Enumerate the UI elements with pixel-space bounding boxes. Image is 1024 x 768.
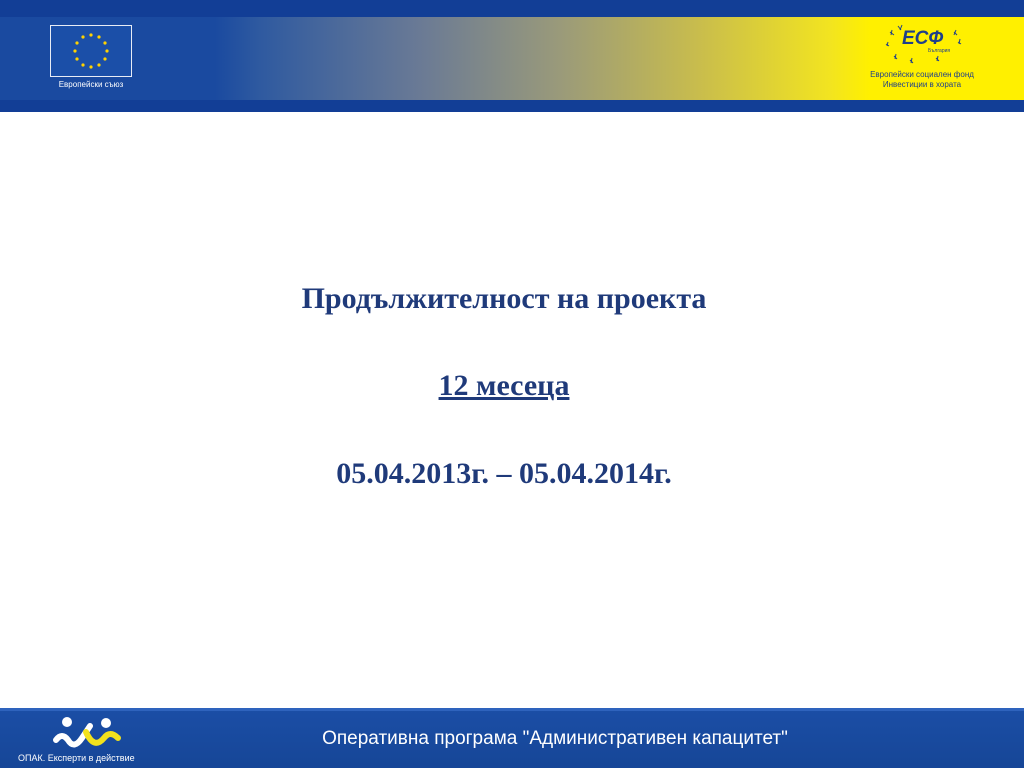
eu-caption: Европейски съюз (58, 80, 124, 89)
esf-logo-text: ЕСФ (902, 28, 944, 49)
esf-logo-subtext: България (928, 48, 951, 54)
slide-title: Продължителност на проекта (301, 282, 707, 315)
opak-logo-icon (52, 714, 124, 754)
slide-content (0, 112, 1024, 708)
header-banner (0, 0, 1024, 112)
footer-topline (0, 708, 1024, 711)
esf-caption-line1: Европейски социален фонд (870, 70, 974, 79)
project-dates: 05.04.2013г. – 05.04.2014г. (336, 457, 672, 490)
project-duration: 12 месеца (438, 369, 570, 402)
program-name: Оперативна програма "Административен капацитет" (322, 728, 788, 749)
opak-caption: ОПАК. Експерти в действие (18, 753, 135, 763)
header-bottom-stripe (0, 100, 1024, 112)
esf-caption (852, 70, 992, 90)
eu-flag-icon (50, 25, 132, 77)
esf-logo (880, 22, 964, 66)
header-top-stripe (0, 0, 1024, 17)
esf-caption-line2: Инвестиции в хората (882, 80, 962, 89)
footer-banner (0, 708, 1024, 768)
